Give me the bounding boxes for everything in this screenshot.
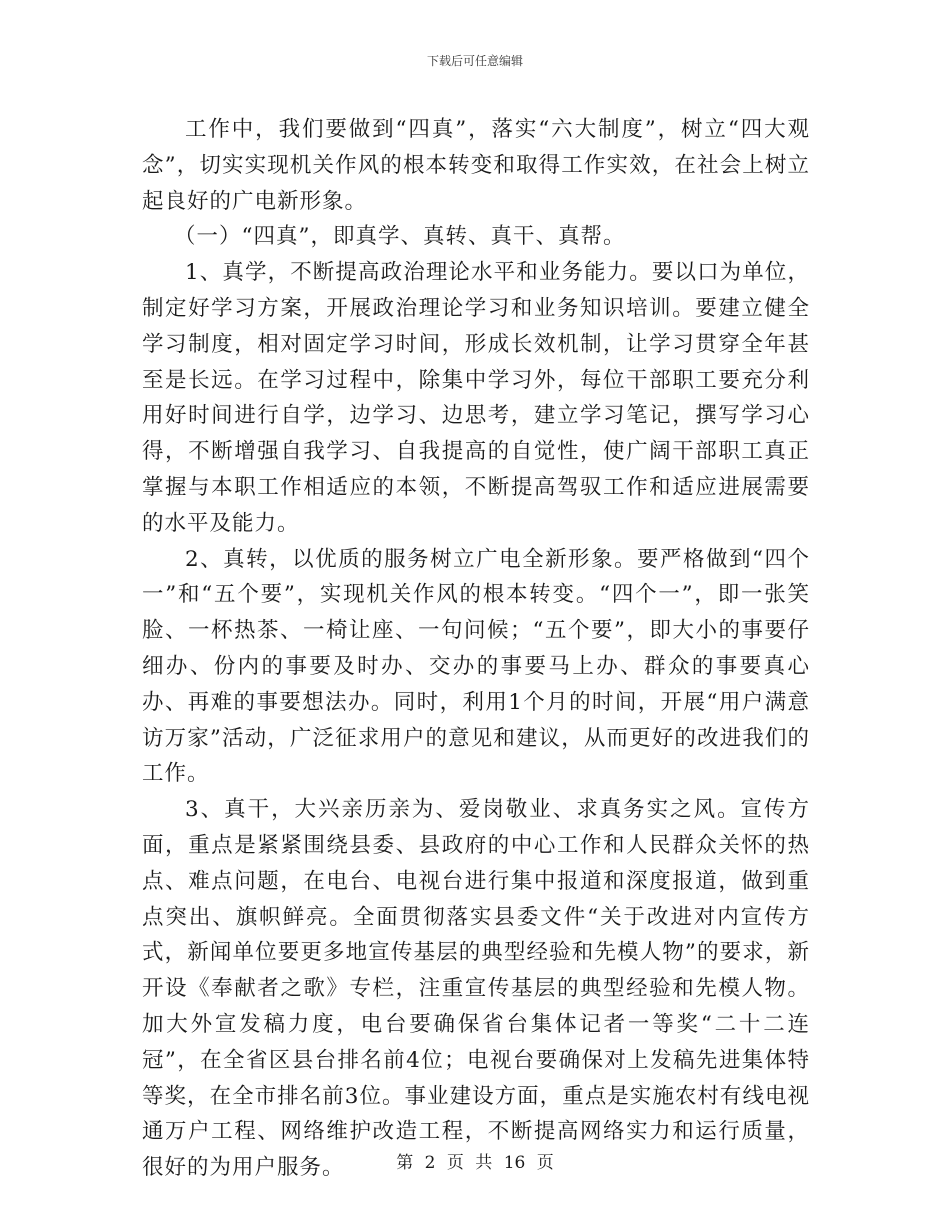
document-body (142, 112, 810, 1186)
page-header: 下载后可任意编辑 (426, 54, 523, 68)
paragraph-true-learning: 1、真学，不断提高政治理论水平和业务能力。要以口为单位，制定好学习方案，开展政治理论学习和业务知识培训。要建立健全学习制度，相对固定学习时间，形成长效机制，让学习贯穿全年甚至是长远。在学习过程中，除集中学习外，每位干部职工要充分利用好时间进行自学，边学习、边思考，建立学习笔记，撰写学习心得，不断增强自我学习、自我提高的自觉性，使广阔干部职工真正掌握与本职工作相适应的本领，不断提高驾驭工作和适应进展需要的水平及能力。 (142, 260, 810, 536)
paragraph-true-work: 3、真干，大兴亲历亲为、爱岗敬业、求真务实之风。宣传方面，重点是紧紧围绕县委、县政府的中心工作和人民群众关怀的热点、难点问题，在电台、电视台进行集中报道和深度报道，做到重点突出、旗帜鲜亮。全面贯彻落实县委文件“关于改进对内宣传方式，新闻单位要更多地宣传基层的典型经验和先模人物”的要求，新开设《奉献者之歌》专栏，注重宣传基层的典型经验和先模人物。加大外宣发稿力度，电台要确保省台集体记者一等奖“二十二连冠”，在全省区县台排名前4位；电视台要确保对上发稿先进集体特等奖，在全市排名前3位。事业建设方面，重点是实施农村有线电视通万户工程、网络维护改造工程，不断提高网络实力和运行质量，很好的为用户服务。 (142, 797, 810, 1181)
section-heading-four-truths: （一）“四真”，即真学、真转、真干、真帮。 (174, 224, 626, 250)
page-number: 第 2 页 共 16 页 (396, 1153, 554, 1173)
paragraph-true-change: 2、真转，以优质的服务树立广电全新形象。要严格做到“四个一”和“五个要”，实现机关作风的根本转变。“四个一”，即一张笑脸、一杯热茶、一椅让座、一句问候；“五个要”，即大小的事要仔细办、份内的事要及时办、交办的事要马上办、群众的事要真心办、再难的事要想法办。同时，利用1个月的时间，开展“用户满意访万家”活动，广泛征求用户的意见和建议，从而更好的改进我们的工作。 (142, 546, 810, 787)
paragraph-intro: 工作中，我们要做到“四真”，落实“六大制度”，树立“四大观念”，切实实现机关作风的根本转变和取得工作实效，在社会上树立起良好的广电新形象。 (142, 117, 810, 214)
